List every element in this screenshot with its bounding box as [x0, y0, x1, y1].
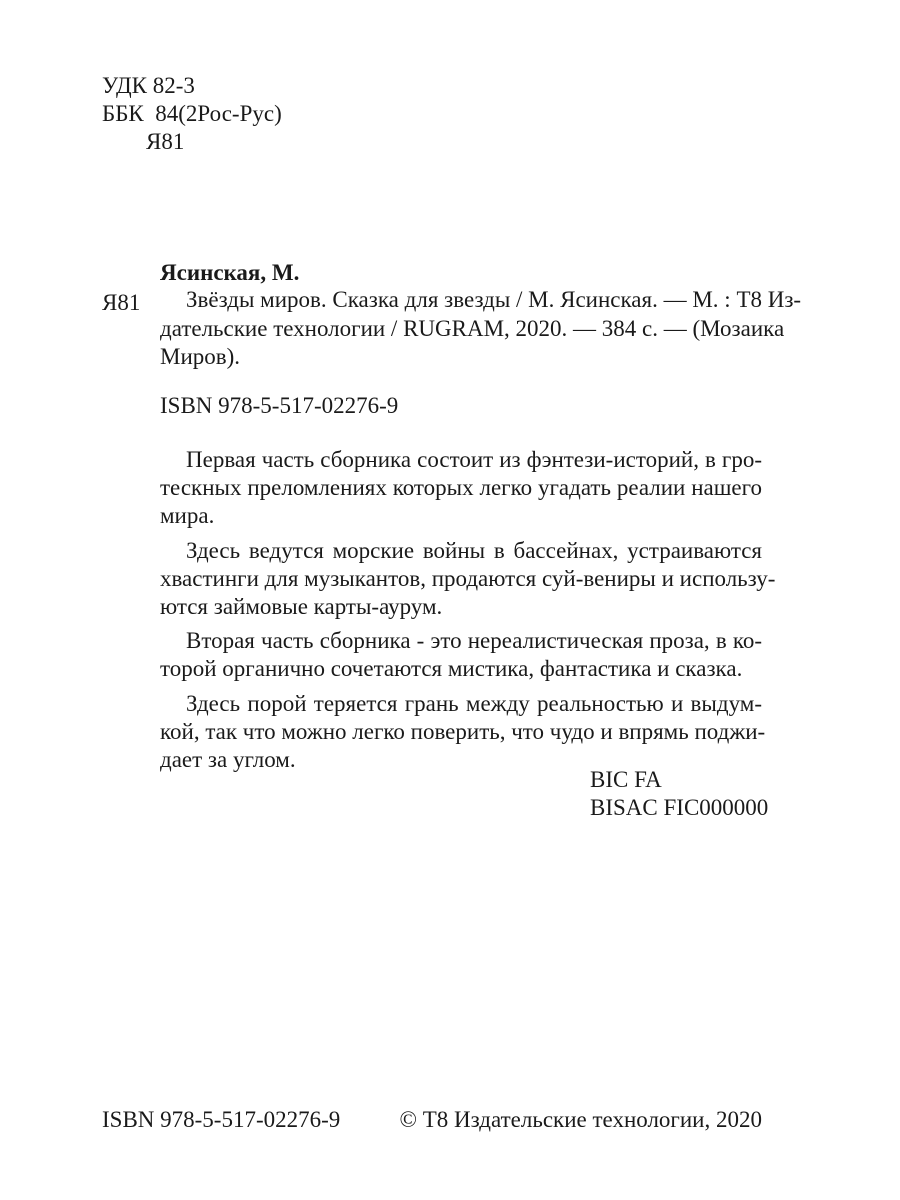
record-code: Я81	[102, 290, 141, 315]
author-mark: Я81	[146, 129, 185, 154]
author-heading: Ясинская, М.	[160, 260, 300, 285]
isbn-record: ISBN 978-5-517-02276-9	[160, 393, 399, 418]
bisac-code: BISAC FIC000000	[590, 795, 769, 820]
annotation-line: Здесь порой теряется грань между реальностью и выдум-	[186, 690, 762, 716]
bbk-code: ББК 84(2Рос-Рус)	[102, 101, 282, 126]
annotation-paragraph	[160, 690, 766, 775]
description-line: Миров).	[160, 344, 241, 369]
annotation-paragraph	[160, 627, 762, 683]
description-line: дательские технологии / RUGRAM, 2020. — 384 с. — (Мозаика	[160, 315, 785, 341]
annotation-line: ются займовые карты-аурум.	[160, 594, 443, 620]
footer-copyright: © Т8 Издательские технологии, 2020	[399, 1107, 762, 1132]
annotation-line: мира.	[160, 503, 215, 529]
annotation-line: хвастинги для музыкантов, продаются суй-вениры и использу-	[160, 565, 776, 591]
annotation-line: Здесь ведутся морские войны в бассейнах, устраиваются	[186, 537, 762, 563]
annotation-line: дает за углом.	[160, 747, 296, 773]
annotation-line: тескных преломлениях которых легко угадать реалии нашего	[160, 475, 762, 501]
annotation-line: Вторая часть сборника - это нереалистическая проза, в ко-	[186, 628, 762, 654]
annotation-line: Первая часть сборника состоит из фэнтези-историй, в гро-	[186, 447, 762, 472]
annotation-line: торой органично сочетаются мистика, фантастика и сказка.	[160, 656, 743, 682]
description-line: Звёзды миров. Сказка для звезды / М. Ясинская. — М. : Т8 Из-	[186, 287, 802, 312]
annotation-line: кой, так что можно легко поверить, что чудо и впрямь поджи-	[160, 718, 766, 744]
annotation	[160, 446, 776, 774]
annotation-paragraph	[160, 537, 776, 622]
footer-isbn: ISBN 978-5-517-02276-9	[102, 1107, 341, 1132]
bic-code: BIC FA	[590, 767, 662, 792]
annotation-paragraph	[160, 446, 762, 531]
udk-code: УДК 82-3	[102, 73, 195, 98]
bibliographic-description	[160, 286, 802, 372]
